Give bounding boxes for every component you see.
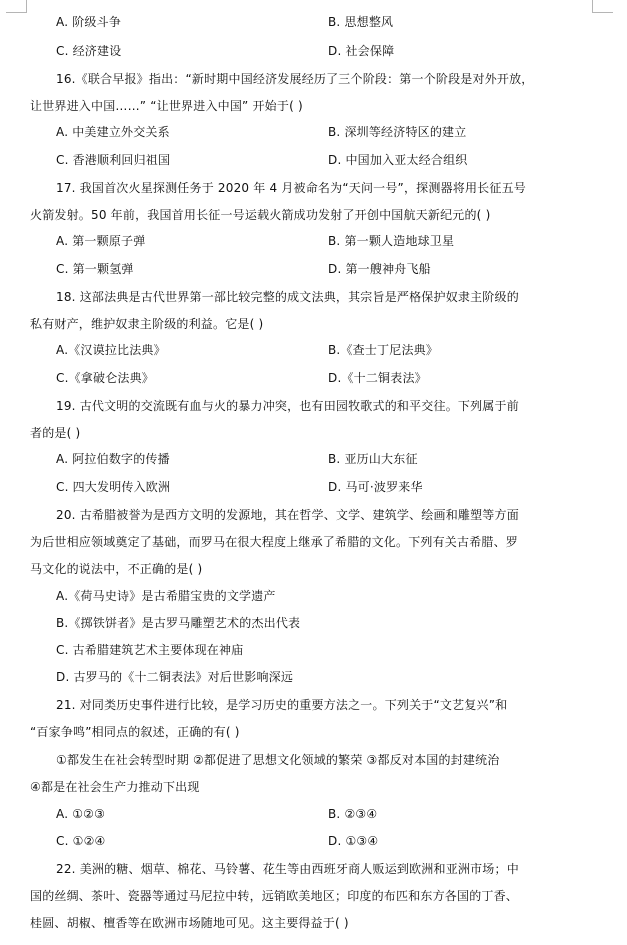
q20-option-d: D. 古罗马的《十二铜表法》对后世影响深远 <box>56 670 294 684</box>
q17-option-b: B. 第一颗人造地球卫星 <box>328 234 455 248</box>
q16-stem-line-1: 16.《联合早报》指出：“新时期中国经济发展经历了三个阶段：第一个阶段是对外开放， <box>56 72 534 86</box>
q21-statements-line-2: ④都是在社会生产力推动下出现 <box>30 780 200 794</box>
q21-option-a: A. ①②③ <box>56 807 106 821</box>
q17-stem-line-1: 17. 我国首次火星探测任务于 2020 年 4 月被命名为“天问一号”，探测器将用长征五号 <box>56 181 526 195</box>
q20-option-b: B.《掷铁饼者》是古罗马雕塑艺术的杰出代表 <box>56 616 301 630</box>
q15-option-d: D. 社会保障 <box>328 44 395 58</box>
q16-option-d: D. 中国加入亚太经合组织 <box>328 153 468 167</box>
q18-option-a: A.《汉谟拉比法典》 <box>56 343 166 357</box>
q16-option-b: B. 深圳等经济特区的建立 <box>328 125 467 139</box>
q16-stem-line-2: 让世界进入中国……” “让世界进入中国” 开始于( ) <box>30 99 303 113</box>
q18-option-c: C.《拿破仑法典》 <box>56 371 154 385</box>
q18-option-b: B.《查士丁尼法典》 <box>328 343 439 357</box>
q19-stem-line-1: 19. 古代文明的交流既有血与火的暴力冲突，也有田园牧歌式的和平交往。下列属于前 <box>56 399 519 413</box>
q16-option-a: A. 中美建立外交关系 <box>56 125 170 139</box>
q19-option-d: D. 马可·波罗来华 <box>328 480 423 494</box>
q20-option-a: A.《荷马史诗》是古希腊宝贵的文学遗产 <box>56 589 276 603</box>
q18-option-d: D.《十二铜表法》 <box>328 371 427 385</box>
q20-stem-line-1: 20. 古希腊被誉为是西方文明的发源地，其在哲学、文学、建筑学、绘画和雕塑等方面 <box>56 508 519 522</box>
q21-option-c: C. ①②④ <box>56 834 106 848</box>
q20-stem-line-2: 为后世相应领域奠定了基础，而罗马在很大程度上继承了希腊的文化。下列有关古希腊、罗 <box>30 535 519 549</box>
q15-option-b: B. 思想整风 <box>328 15 394 29</box>
q22-stem-line-1: 22. 美洲的糖、烟草、棉花、马铃薯、花生等由西班牙商人贩运到欧洲和亚洲市场；中 <box>56 862 519 876</box>
q17-stem-line-2: 火箭发射。50 年前，我国首用长征一号运载火箭成功发射了开创中国航天新纪元的( ) <box>30 208 491 222</box>
q15-option-c: C. 经济建设 <box>56 44 122 58</box>
q21-stem-line-1: 21. 对同类历史事件进行比较，是学习历史的重要方法之一。下列关于“文艺复兴”和 <box>56 698 508 712</box>
q20-option-c: C. 古希腊建筑艺术主要体现在神庙 <box>56 643 244 657</box>
q21-option-b: B. ②③④ <box>328 807 378 821</box>
q16-option-c: C. 香港顺利回归祖国 <box>56 153 171 167</box>
q20-stem-line-3: 马文化的说法中，不正确的是( ) <box>30 562 203 576</box>
q17-option-a: A. 第一颗原子弹 <box>56 234 146 248</box>
q21-option-d: D. ①③④ <box>328 834 379 848</box>
q17-option-d: D. 第一艘神舟飞船 <box>328 262 431 276</box>
q19-stem-line-2: 者的是( ) <box>30 426 81 440</box>
q18-stem-line-2: 私有财产，维护奴隶主阶级的利益。它是( ) <box>30 317 264 331</box>
q21-stem-line-2: “百家争鸣”相同点的叙述，正确的有( ) <box>30 725 240 739</box>
q15-option-a: A. 阶级斗争 <box>56 15 122 29</box>
q19-option-c: C. 四大发明传入欧洲 <box>56 480 171 494</box>
q19-option-a: A. 阿拉伯数字的传播 <box>56 452 170 466</box>
q21-statements-line-1: ①都发生在社会转型时期 ②都促进了思想文化领域的繁荣 ③都反对本国的封建统治 <box>56 753 500 767</box>
q19-option-b: B. 亚历山大东征 <box>328 452 418 466</box>
page-corner-mark-left <box>6 0 27 13</box>
page-corner-mark-right <box>592 0 613 13</box>
q18-stem-line-1: 18. 这部法典是古代世界第一部比较完整的成文法典，其宗旨是严格保护奴隶主阶级的 <box>56 290 519 304</box>
q22-stem-line-2: 国的丝绸、茶叶、瓷器等通过马尼拉中转，远销欧美地区；印度的布匹和东方各国的丁香、 <box>30 889 519 903</box>
q17-option-c: C. 第一颗氢弹 <box>56 262 134 276</box>
q22-stem-line-3: 桂圆、胡椒、檀香等在欧洲市场随地可见。这主要得益于( ) <box>30 916 349 930</box>
